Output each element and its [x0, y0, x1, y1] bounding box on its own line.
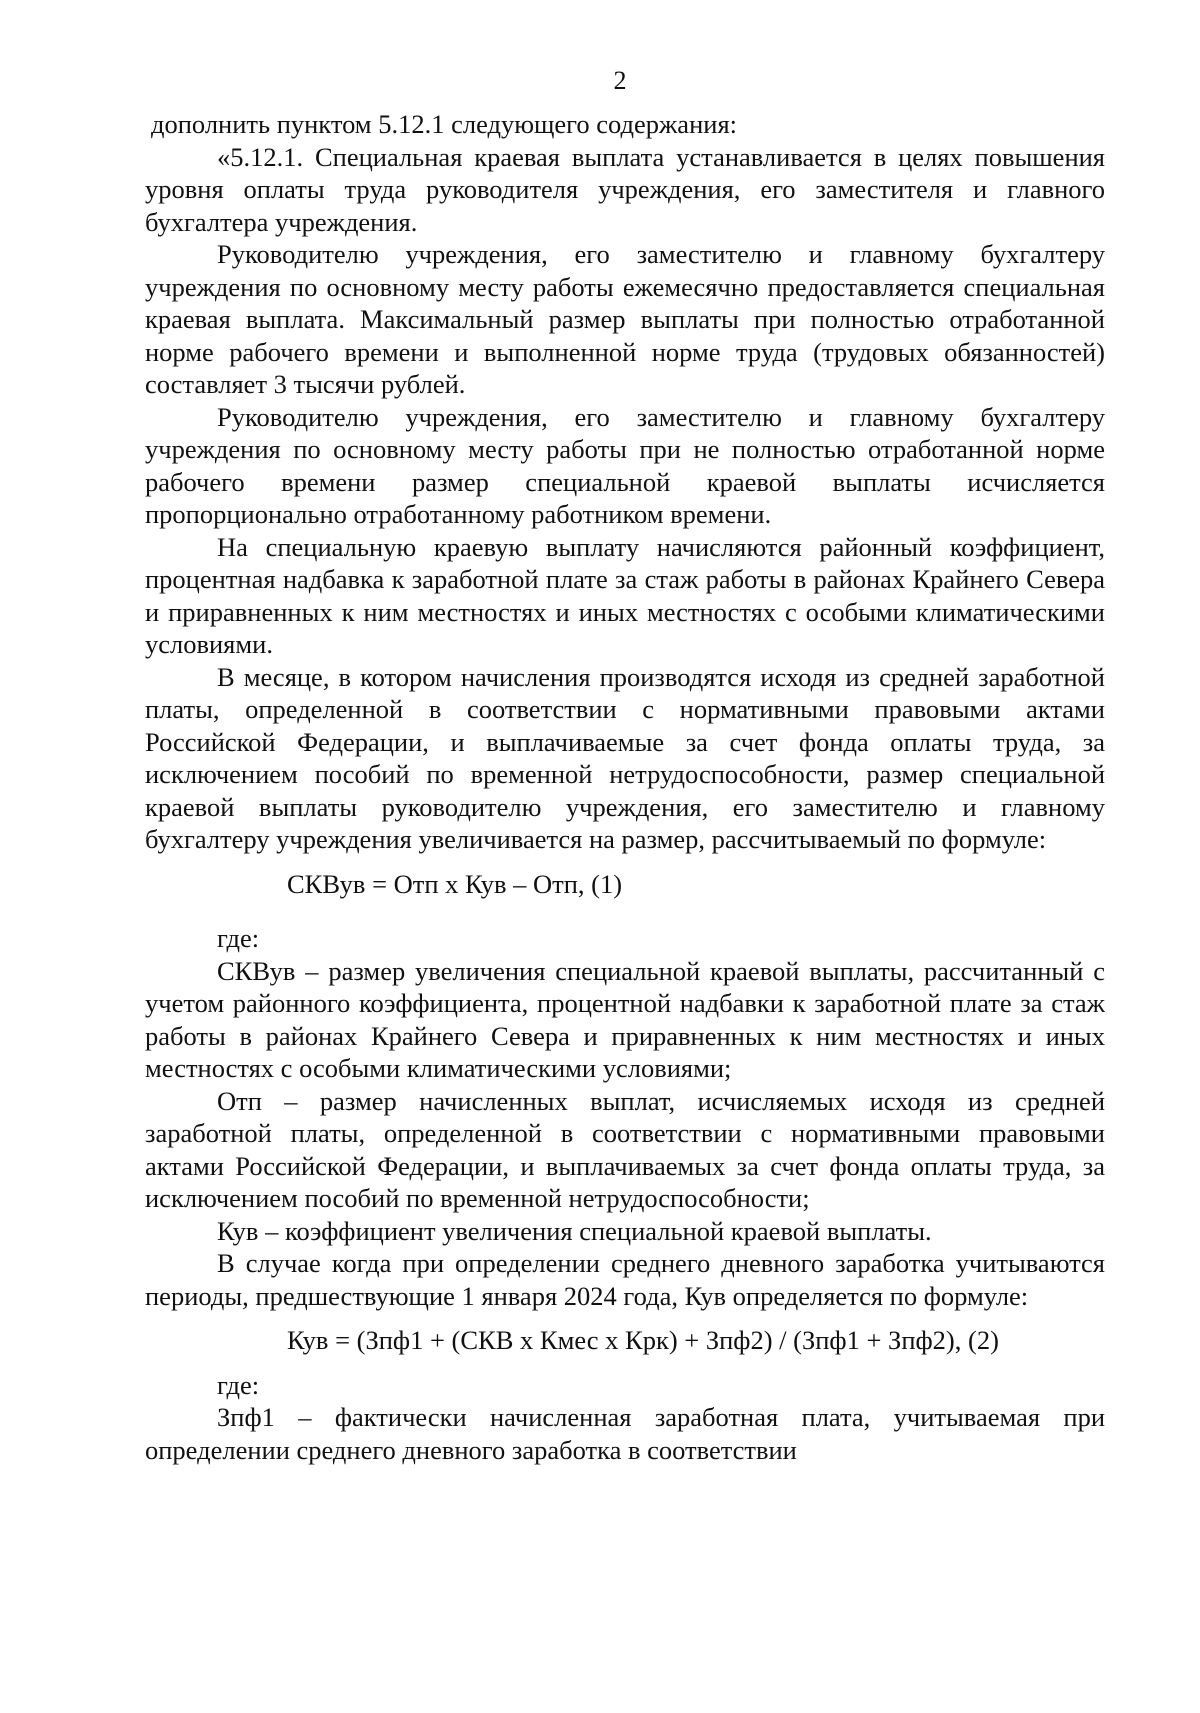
definition-otp: Отп – размер начисленных выплат, исчисляемых исходя из средней заработной платы, определенной в соответствии с нормативными правовыми актами Российской Федерации, и выплачиваемых за счет фонда оплаты труда, за исключением пособий по временной нетрудоспособности;	[145, 1085, 1105, 1213]
definition-kuv: Кув – коэффициент увеличения специальной краевой выплаты.	[217, 1215, 932, 1246]
formula-1: СКВув = Отп х Кув – Отп, (1)	[287, 868, 623, 899]
formula-2: Кув = (Зпф1 + (СКВ х Кмес х Крк) + Зпф2) / (Зпф1 + Зпф2), (2)	[287, 1325, 999, 1355]
paragraph-5-12-1: «5.12.1. Специальная краевая выплата устанавливается в целях повышения уровня оплаты труда руководителя учреждения, его заместителя и главного бухгалтера учреждения.	[145, 141, 1105, 237]
paragraph-proportional-payment: Руководителю учреждения, его заместителю и главному бухгалтеру учреждения по основному месту работы при не полностью отработанной норме рабочего времени размер специальной краевой выплаты исчисляется пропорционально отработанному работником времени.	[145, 401, 1105, 529]
paragraph-coefficients: На специальную краевую выплату начисляются районный коэффициент, процентная надбавка к заработной плате за стаж работы в районах Крайнего Севера и приравненных к ним местностях и иных местностях с особыми климатическими условиями.	[145, 531, 1105, 659]
page-number: 2	[613, 66, 627, 95]
paragraph-kuv-formula-intro: В случае когда при определении среднего дневного заработка учитываются периоды, предшествующие 1 января 2024 года, Кув определяется по формуле:	[145, 1248, 1105, 1311]
paragraph-average-salary-month: В месяце, в котором начисления производятся исходя из средней заработной платы, определенной в соответствии с нормативными правовыми актами Российской Федерации, и выплачиваемые за счет фонда оплаты труда, за исключением пособий по временной нетрудоспособности, размер специальной краевой выплаты руководителю учреждения, его заместителю и главному бухгалтеру учреждения увеличивается на размер, рассчитываемый по формуле:	[145, 661, 1105, 854]
document-body	[145, 108, 1105, 1466]
definition-skvuv: СКВув – размер увеличения специальной краевой выплаты, рассчитанный с учетом районного коэффициента, процентной надбавки к заработной плате за стаж работы в районах Крайнего Севера и приравненных к ним местностях и иных местностях с особыми климатическими условиями;	[145, 955, 1105, 1083]
paragraph-intro: дополнить пунктом 5.12.1 следующего содержания:	[151, 109, 737, 139]
definition-zpf1: Зпф1 – фактически начисленная заработная плата, учитываемая при определении среднего дневного заработка в соответствии	[145, 1402, 1105, 1465]
where-label-2: где:	[217, 1369, 260, 1400]
paragraph-monthly-payment: Руководителю учреждения, его заместителю и главному бухгалтеру учреждения по основному месту работы ежемесячно предоставляется специальная краевая выплата. Максимальный размер выплаты при полностью отработанной норме рабочего времени и выполненной норме труда (трудовых обязанностей) составляет 3 тысячи рублей.	[145, 239, 1105, 399]
where-label-1: где:	[217, 923, 260, 953]
